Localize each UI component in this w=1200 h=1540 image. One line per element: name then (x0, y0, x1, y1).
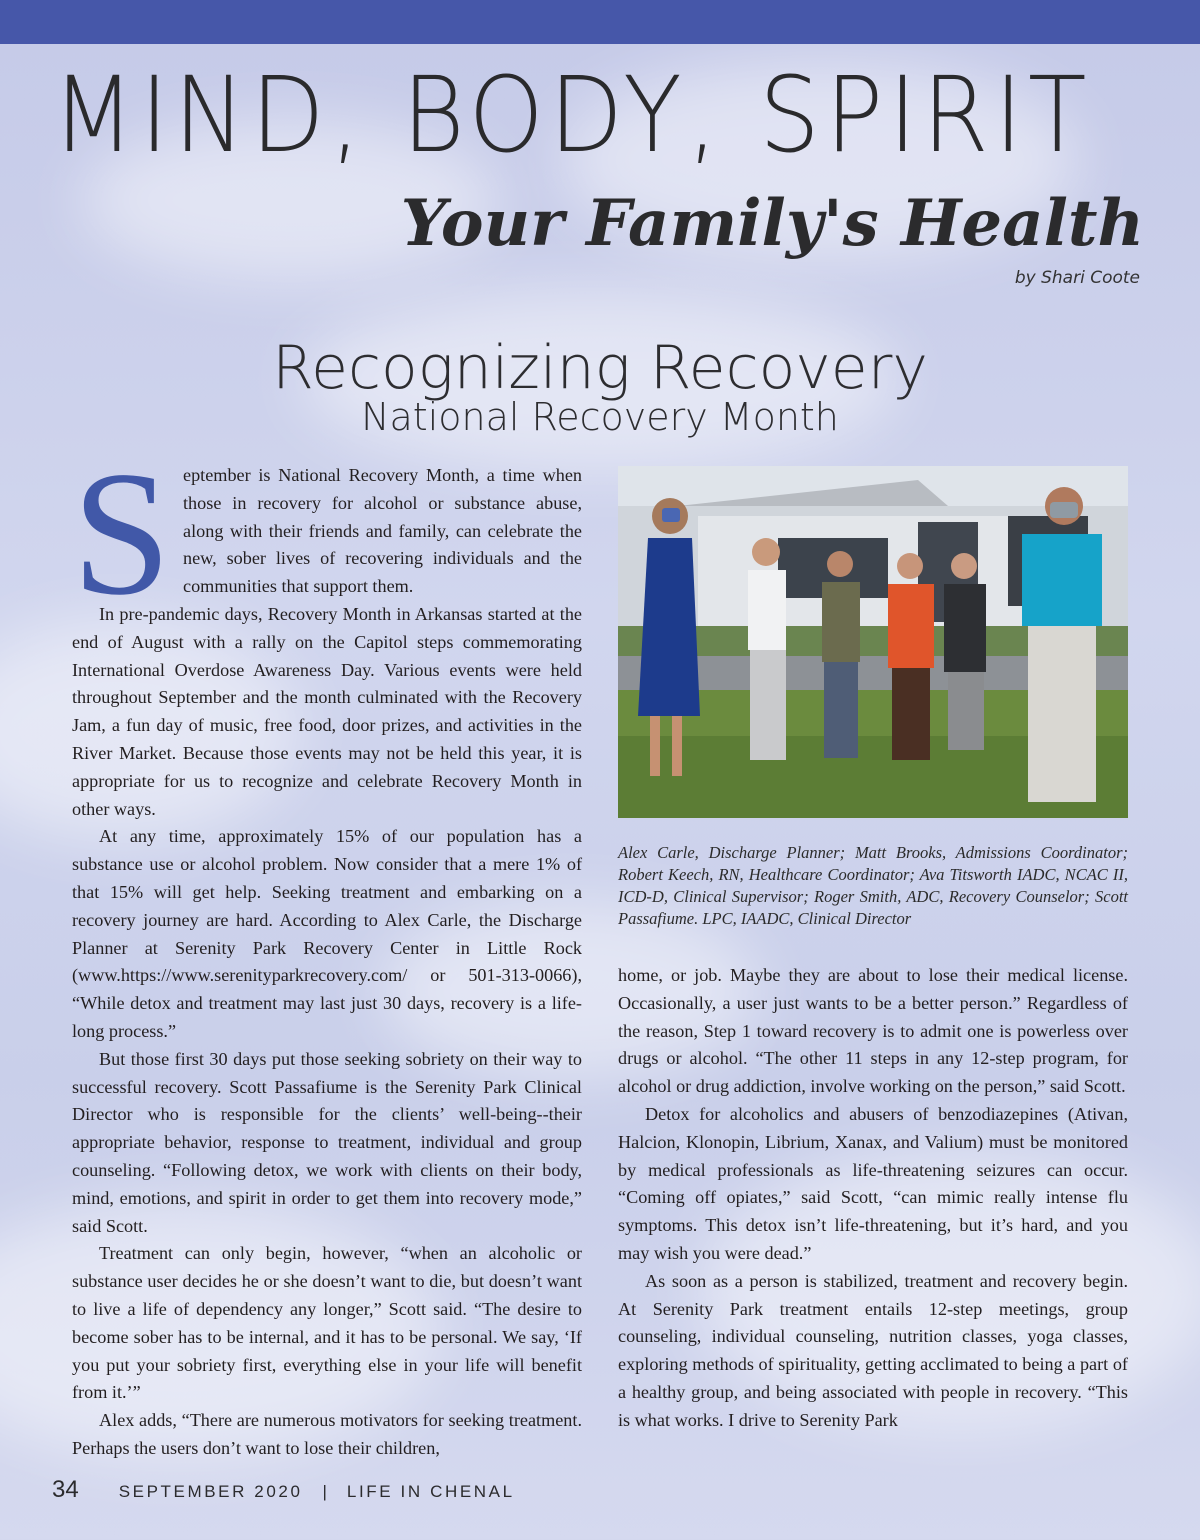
photo-caption: Alex Carle, Discharge Planner; Matt Brooks, Admissions Coordinator; Robert Keech, RN, Healthcare Coordinator; Ava Titsworth IADC, NCAC II, ICD-D, Clinical Supervisor; Roger Smith, ADC, Recovery Counselor; Scott Passafiume. LPC, IAADC, Clinical Director (618, 843, 1128, 928)
section-title: MIND, BODY, SPIRIT (52, 54, 1093, 176)
left-text-column (72, 434, 582, 1463)
byline: by Shari Coote (1014, 268, 1140, 288)
footer-separator: | (322, 1482, 327, 1501)
staff-group-photo (618, 466, 1128, 818)
drop-cap: S (72, 434, 171, 632)
article-title: Recognizing Recovery (272, 333, 928, 403)
article-paragraph: Treatment can only begin, however, “when an alcoholic or substance user decides he or she doesn’t want to die, but doesn’t want to live a life of dependency any longer,” Scott said. “The desire to become sober has to be internal, and it has to be personal. We say, ‘If you put your sobriety first, everything else in your life will benefit from it.’” (72, 1243, 582, 1403)
article-paragraph: eptember is National Recovery Month, a time when those in recovery for alcohol or substance abuse, along with their friends and family, can celebrate the new, sober lives of recovering individuals and the communities that support them. (183, 465, 582, 597)
article-paragraph: As soon as a person is stabilized, treatment and recovery begin. At Serenity Park treatment entails 12-step meetings, group counseling, individual counseling, nutrition classes, yoga classes, exploring methods of spirituality, getting acclimated to being a part of a healthy group, and being associated with people in recovery. “This is what works. I drive to Serenity Park (618, 1270, 1128, 1430)
article-subtitle: National Recovery Month (361, 395, 839, 439)
article-paragraph: But those first 30 days put those seeking sobriety on their way to successful recovery. Scott Passafiume is the Serenity Park Clinical Director who is responsible for the clients’ well-being--their appropriate behavior, response to treatment, individual and group counseling. “Following detox, we work with clients on their body, mind, emotions, and spirit in order to get them into recovery mode,” said Scott. (72, 1048, 582, 1236)
article-paragraph: Detox for alcoholics and abusers of benzodiazepines (Ativan, Halcion, Klonopin, Librium, Xanax, and Valium) must be monitored by medical professionals as life-threatening seizures can occur. “Coming off opiates,” said Scott, “can mimic really intense flu symptoms. This detox isn’t life-threatening, but it’s hard, and you may wish you were dead.” (618, 1103, 1128, 1263)
magazine-name: LIFE IN CHENAL (346, 1482, 515, 1501)
article-paragraph: Alex adds, “There are numerous motivators for seeking treatment. Perhaps the users don’t want to lose their children, (72, 1410, 582, 1458)
top-color-bar (0, 0, 1200, 44)
issue-date: SEPTEMBER 2020 (118, 1482, 303, 1501)
article-paragraph: home, or job. Maybe they are about to lose their medical license. Occasionally, a user just wants to be a better person.” Regardless of the reason, Step 1 toward recovery is to admit one is powerless over drugs or alcohol. “The other 11 steps in any 12-step program, for alcohol or drug addiction, involve working on the person,” said Scott. (618, 965, 1128, 1097)
page-footer (52, 1476, 515, 1504)
right-text-column (618, 962, 1128, 1435)
article-paragraph: At any time, approximately 15% of our population has a substance use or alcohol problem. Now consider that a mere 1% of that 15% will get help. Seeking treatment and embarking on a recovery journey are hard. According to Alex Carle, the Discharge Planner at Serenity Park Recovery Center in Little Rock (www.https://www.serenityparkrecovery.com/ or 501-313-0066), “While detox and treatment may last just 30 days, recovery is a life-long process.” (72, 826, 582, 1041)
section-subtitle: Your Family's Health (400, 186, 1144, 261)
page-number: 34 (52, 1476, 79, 1503)
article-paragraph: In pre-pandemic days, Recovery Month in Arkansas started at the end of August with a rally on the Capitol steps commemorating International Overdose Awareness Day. Various events were held throughout September and the month culminated with the Recovery Jam, a fun day of music, free food, door prizes, and activities in the River Market. Because those events may not be held this year, it is appropriate for us to recognize and celebrate Recovery Month in other ways. (72, 603, 582, 819)
